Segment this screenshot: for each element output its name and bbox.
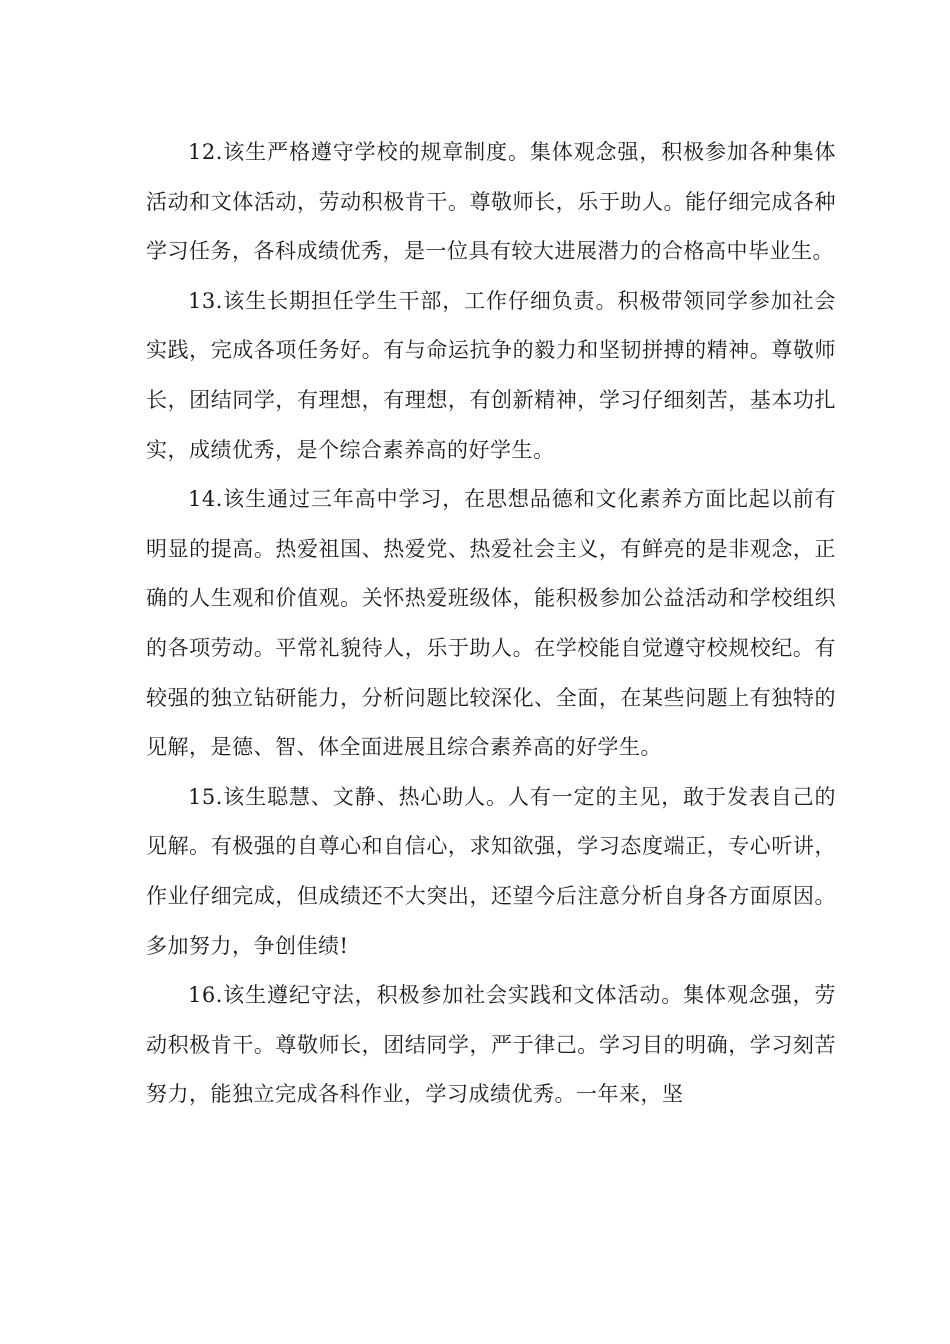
document-body	[146, 128, 836, 1120]
paragraph-16: 16.该生遵纪守法，积极参加社会实践和文体活动。集体观念强，劳动积极肯干。尊敬师长，团结同学，严于律己。学习目的明确，学习刻苦努力，能独立完成各科作业，学习成绩优秀。一年来，坚	[146, 983, 836, 1107]
paragraph-12: 12.该生严格遵守学校的规章制度。集体观念强，积极参加各种集体活动和文体活动，劳动积极肯干。尊敬师长，乐于助人。能仔细完成各种学习任务，各科成绩优秀，是一位具有较大进展潜力的合格高中毕业生。	[146, 140, 836, 264]
paragraph-14: 14.该生通过三年高中学习，在思想品德和文化素养方面比起以前有明显的提高。热爱祖国、热爱党、热爱社会主义，有鲜亮的是非观念，正确的人生观和价值观。关怀热爱班级体，能积极参加公益活动和学校组织的各项劳动。平常礼貌待人，乐于助人。在学校能自觉遵守校规校纪。有较强的独立钻研能力，分析问题比较深化、全面，在某些问题上有独特的见解，是德、智、体全面进展且综合素养高的好学生。	[146, 487, 836, 760]
paragraph-13: 13.该生长期担任学生干部，工作仔细负责。积极带领同学参加社会实践，完成各项任务好。有与命运抗争的毅力和坚韧拼搏的精神。尊敬师长，团结同学，有理想，有理想，有创新精神，学习仔细刻苦，基本功扎实，成绩优秀，是个综合素养高的好学生。	[146, 288, 836, 462]
paragraph-15: 15.该生聪慧、文静、热心助人。人有一定的主见，敢于发表自己的见解。有极强的自尊心和自信心，求知欲强，学习态度端正，专心听讲，作业仔细完成，但成绩还不大突出，还望今后注意分析自身各方面原因。多加努力，争创佳绩!	[146, 784, 836, 958]
